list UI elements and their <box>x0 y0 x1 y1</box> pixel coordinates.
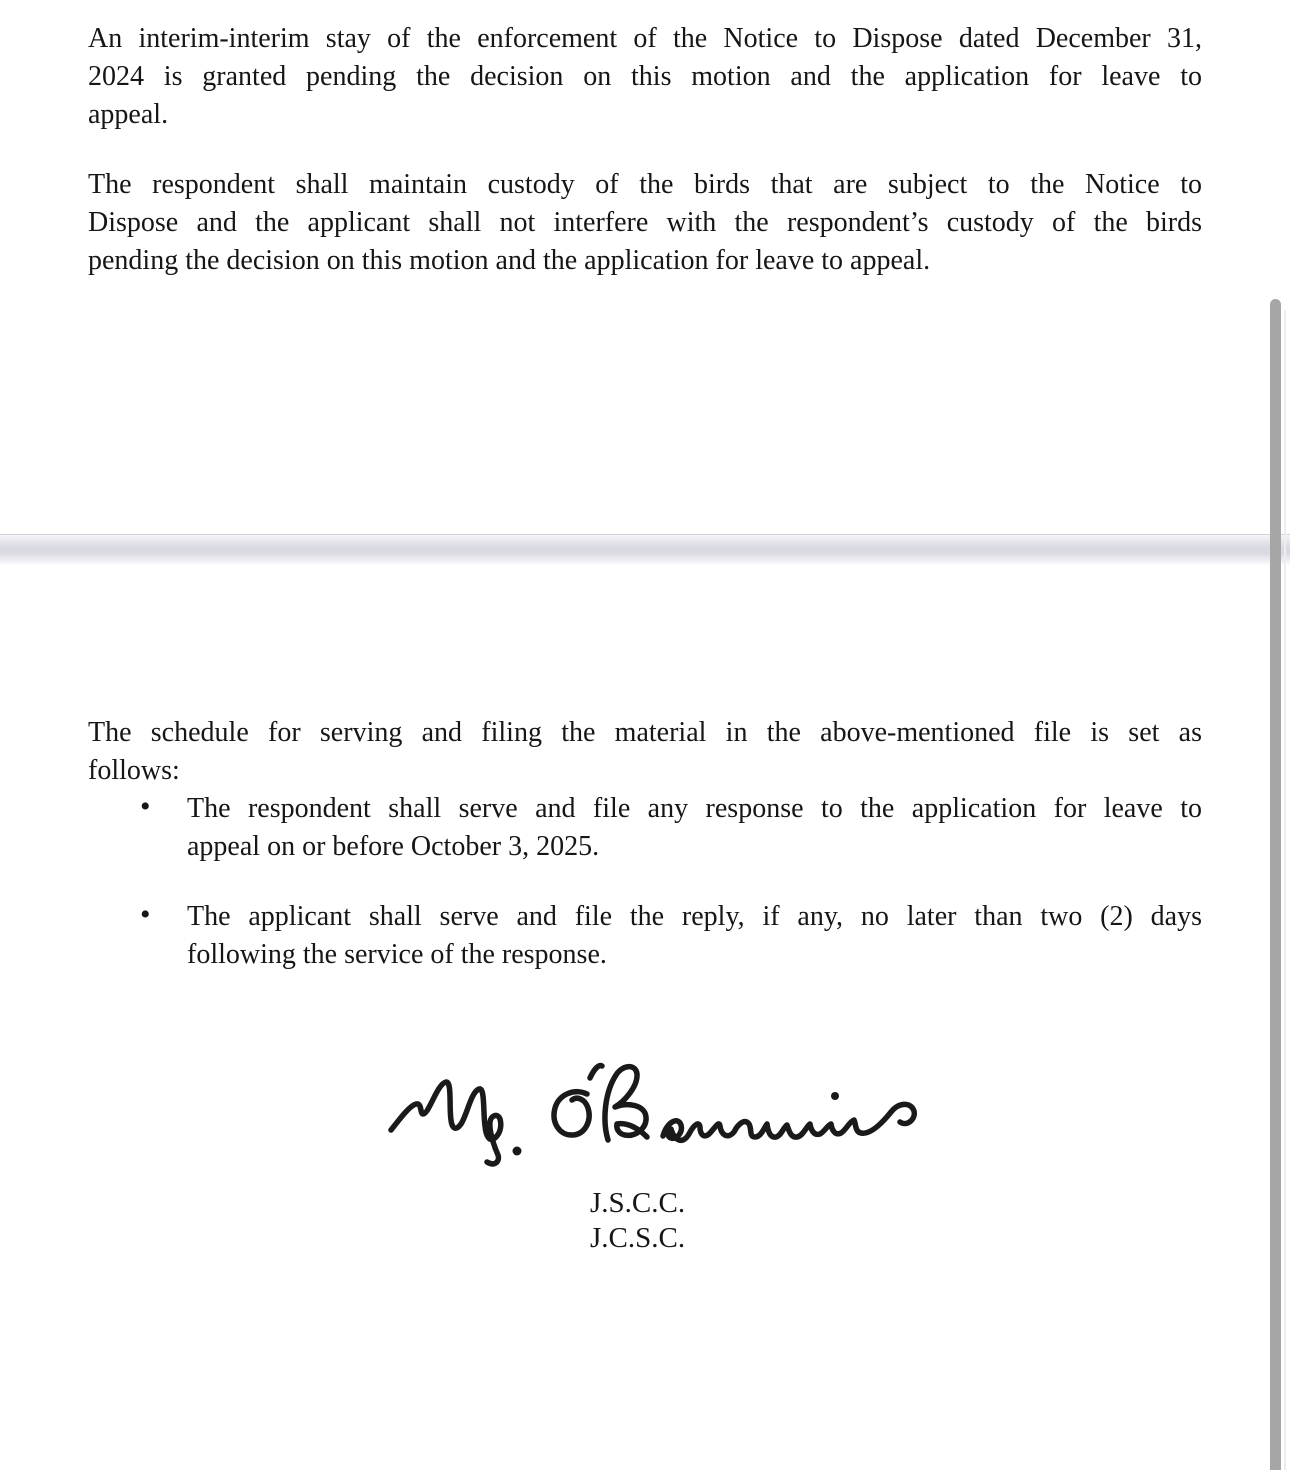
text-line: appeal. <box>88 99 169 130</box>
paragraph-custody <box>88 166 1202 280</box>
text-line: The respondent shall serve and file any response to the application for leave to <box>187 793 1202 824</box>
scrollbar-thumb[interactable] <box>1270 299 1281 1470</box>
text-line: follows: <box>88 755 180 786</box>
bullet-icon: • <box>140 790 151 823</box>
signature-image <box>383 1058 923 1193</box>
paragraph-stay <box>88 20 1202 134</box>
text-line: The applicant shall serve and file the reply, if any, no later than two (2) days <box>187 901 1202 932</box>
signature-designation-line: J.S.C.C. <box>590 1187 686 1219</box>
signature-designations <box>590 1186 685 1256</box>
text-line: An interim-interim stay of the enforcement of the Notice to Dispose dated December 31, <box>88 23 1202 54</box>
text-line: pending the decision on this motion and the application for leave to appeal. <box>88 245 931 276</box>
page-separator <box>0 534 1290 565</box>
bullet-item-reply <box>88 898 1202 974</box>
scrollbar-edge-line <box>1284 310 1286 1470</box>
text-line: The schedule for serving and filing the material in the above-mentioned file is set as <box>88 717 1202 748</box>
paragraph-schedule-intro <box>88 714 1202 790</box>
text-line: appeal on or before October 3, 2025. <box>187 831 600 862</box>
text-line: following the service of the response. <box>187 939 607 970</box>
bullet-icon: • <box>140 898 151 931</box>
signature-designation-line: J.C.S.C. <box>590 1222 686 1254</box>
text-line: 2024 is granted pending the decision on this motion and the application for leave to <box>88 61 1202 92</box>
text-line: The respondent shall maintain custody of the birds that are subject to the Notice to <box>88 169 1202 200</box>
bullet-item-response <box>88 790 1202 866</box>
text-line: Dispose and the applicant shall not interfere with the respondent’s custody of the birds <box>88 207 1202 238</box>
